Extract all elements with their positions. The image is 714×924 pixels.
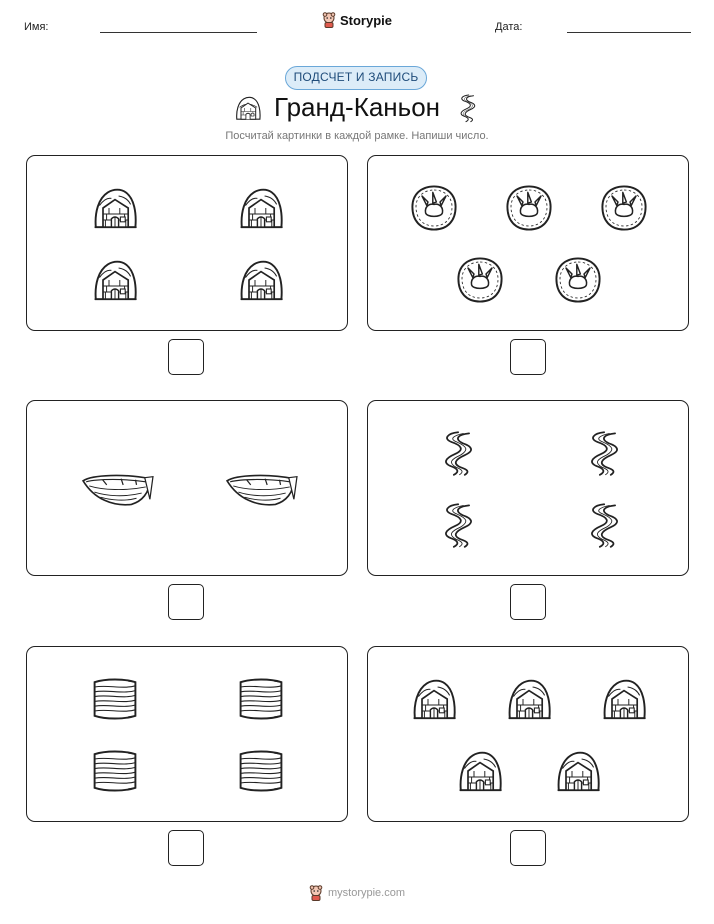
page-title: Гранд-Каньон	[273, 92, 441, 122]
stone-house-icon	[237, 184, 285, 232]
counting-panel-1	[26, 155, 348, 331]
answer-box-3[interactable]	[168, 584, 204, 620]
answer-box-5[interactable]	[168, 830, 204, 866]
answer-box-4[interactable]	[510, 584, 546, 620]
footprint-icon	[505, 184, 553, 232]
stone-house-icon	[91, 256, 139, 304]
stone-house-icon	[456, 747, 504, 795]
footprint-icon	[456, 256, 504, 304]
river-icon	[452, 93, 480, 123]
brand-name: Storypie	[339, 12, 392, 28]
footprint-icon	[600, 184, 648, 232]
boat-icon	[224, 465, 298, 513]
river-icon	[432, 501, 480, 549]
footer-url: mystorypie.com	[327, 887, 406, 899]
date-label: Дата:	[495, 21, 523, 33]
stone-house-icon	[600, 675, 648, 723]
name-label: Имя:	[24, 21, 49, 33]
rock-layer-icon	[237, 675, 285, 723]
rock-layer-icon	[237, 747, 285, 795]
counting-panel-2	[367, 155, 689, 331]
river-icon	[432, 429, 480, 477]
counting-panel-6	[367, 646, 689, 822]
counting-panel-3	[26, 400, 348, 576]
counting-panel-5	[26, 646, 348, 822]
stone-house-icon	[91, 184, 139, 232]
boat-icon	[80, 465, 154, 513]
date-line[interactable]	[567, 32, 691, 33]
footprint-icon	[410, 184, 458, 232]
river-icon	[578, 429, 626, 477]
answer-box-2[interactable]	[510, 339, 546, 375]
rock-layer-icon	[91, 747, 139, 795]
stone-house-icon	[410, 675, 458, 723]
worksheet-type-badge: ПОДСЧЕТ И ЗАПИСЬ	[285, 66, 427, 90]
title-row	[0, 92, 714, 123]
stone-house-icon	[234, 94, 262, 122]
instructions: Посчитай картинки в каждой рамке. Напиши число.	[225, 130, 489, 142]
answer-box-6[interactable]	[510, 830, 546, 866]
river-icon	[578, 501, 626, 549]
answer-box-1[interactable]	[168, 339, 204, 375]
stone-house-icon	[554, 747, 602, 795]
stone-house-icon	[237, 256, 285, 304]
footprint-icon	[554, 256, 602, 304]
brand-logo	[0, 12, 714, 33]
counting-panel-4	[367, 400, 689, 576]
storypie-mascot-icon	[322, 12, 336, 28]
stone-house-icon	[505, 675, 553, 723]
storypie-mascot-icon	[309, 885, 323, 901]
footer	[0, 885, 714, 901]
rock-layer-icon	[91, 675, 139, 723]
